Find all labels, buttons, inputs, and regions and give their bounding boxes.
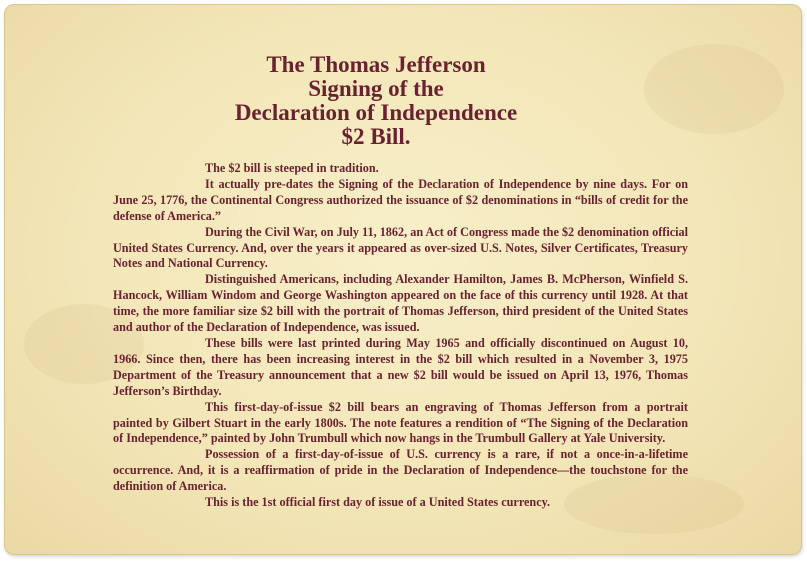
title-line: Declaration of Independence bbox=[234, 100, 518, 125]
document-body bbox=[113, 161, 688, 511]
title-line: $2 Bill. bbox=[341, 124, 411, 149]
paragraph: This is the 1st official first day of issue of a United States currency. bbox=[205, 495, 551, 510]
paragraph: Distinguished Americans, including Alexander Hamilton, James B. McPherson, Winfield S. Hancock, William Windom and George Washington appeared on the face of this currency until 1928. At that time, the more familiar size $2 bill with the portrait of Thomas Jefferson, third president of the United States and author of the Declaration of Independence, was issued. bbox=[113, 272, 688, 335]
document-title bbox=[4, 53, 748, 149]
document-card bbox=[4, 4, 802, 555]
paragraph: The $2 bill is steeped in tradition. bbox=[205, 161, 379, 175]
title-line: The Thomas Jefferson bbox=[266, 52, 486, 77]
title-line: Signing of the bbox=[308, 76, 444, 101]
paragraph: It actually pre-dates the Signing of the Declaration of Independence by nine days. For on June 25, 1776, the Continental Congress authorized the issuance of $2 denominations in “bills of credit for the defense of America.” bbox=[113, 176, 688, 223]
paragraph: Possession of a first-day-of-issue of U.S. currency is a rare, if not a once-in-a-lifetime occurrence. And, it is a reaffirmation of pride in the Declaration of Independence—the touchstone for the definition of America. bbox=[113, 447, 688, 494]
paragraph: This first-day-of-issue $2 bill bears an engraving of Thomas Jefferson from a portrait painted by Gilbert Stuart in the early 1800s. The note features a rendition of “The Signing of the Declaration of Independence,” painted by John Trumbull which now hangs in the Trumbull Gallery at Yale University. bbox=[113, 399, 688, 446]
paragraph: During the Civil War, on July 11, 1862, an Act of Congress made the $2 denomination official United States Currency. And, over the years it appeared as over-sized U.S. Notes, Silver Certificates, Treasury Notes and National Currency. bbox=[113, 224, 688, 271]
paragraph: These bills were last printed during May 1965 and officially discontinued on August 10, 1966. Since then, there has been increasing interest in the $2 bill which resulted in a November 3, 1975 Department of the Treasury announcement that a new $2 bill would be issued on April 13, 1976, Thomas Jefferson’s Birthday. bbox=[113, 335, 688, 398]
